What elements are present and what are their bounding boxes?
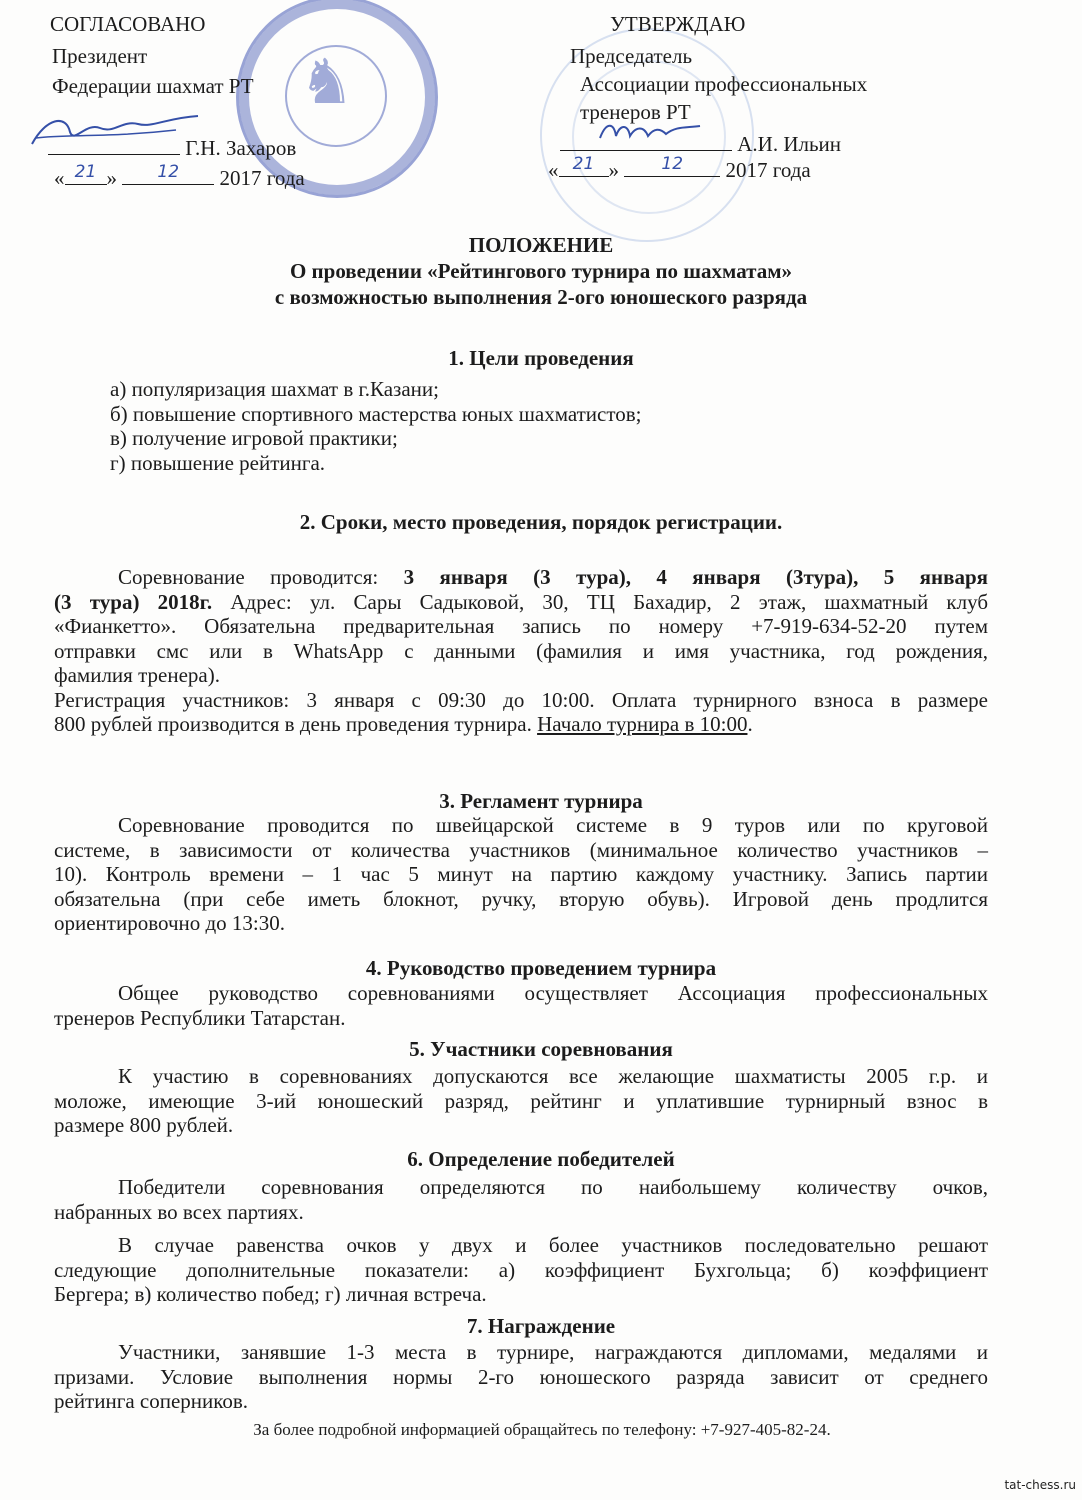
s4-line-1: Общее руководство соревнованиями осуществляет Ассоциация профессиональных xyxy=(118,981,988,1005)
section-1-heading: 1. Цели проведения xyxy=(448,346,634,370)
date-month: 12 xyxy=(157,162,180,182)
s6-line-4: следующие дополнительные показатели: а) коэффициент Бухгольца; б) коэффициент xyxy=(54,1257,988,1282)
s7-line-3: рейтинга соперников. xyxy=(54,1389,249,1413)
section-5-heading: 5. Участники соревнования xyxy=(409,1037,673,1061)
s3-line-3: 10). Контроль времени – 1 час 5 минут на партию каждому участнику. Запись партии xyxy=(54,862,988,886)
date-month-field xyxy=(122,164,214,185)
signature-underline xyxy=(560,130,732,151)
list-item: а) популяризация шахмат в г.Казани; xyxy=(110,377,439,401)
s3-line-4: обязательна (при себе иметь блокнот, ручку, вторую обувь). Игровой день продлится xyxy=(54,886,988,911)
date-mid: » xyxy=(608,158,619,182)
stamp-inner-ring xyxy=(285,45,387,147)
s5-line-1: К участию в соревнованиях допускаются все желающие шахматисты 2005 г.р. и xyxy=(118,1064,988,1088)
right-position-2: Ассоциации профессиональных xyxy=(580,72,868,96)
right-signer-name: А.И. Ильин xyxy=(737,132,842,156)
list-item: г) повышение рейтинга. xyxy=(110,450,326,475)
document-title xyxy=(60,233,1022,309)
title-line-2: О проведении «Рейтингового турнира по шахматам» xyxy=(289,259,793,283)
section-3-text xyxy=(54,813,988,936)
s2-line-3: «Фианкетто». Обязательна предварительная запись по номеру +7-919-634-52-20 путем xyxy=(54,614,988,638)
section-3-heading: 3. Регламент турнира xyxy=(439,789,643,813)
date-day: 21 xyxy=(572,154,595,174)
title-line-3: с возможностью выполнения 2-ого юношеского разряда xyxy=(274,285,808,309)
s2-line-5: фамилия тренера). xyxy=(54,663,220,687)
s6-line-3: В случае равенства очков у двух и более участников последовательно решают xyxy=(118,1233,988,1257)
date-day: 21 xyxy=(74,162,97,182)
date-day-field xyxy=(65,164,107,185)
s5-line-3: размере 800 рублей. xyxy=(54,1113,234,1137)
list-item: б) повышение спортивного мастерства юных шахматистов; xyxy=(110,401,642,426)
s7-line-2: призами. Условие выполнения нормы 2-го юношеского разряда зависит от среднего xyxy=(54,1364,988,1389)
section-7-text xyxy=(54,1340,988,1414)
section-4-heading: 4. Руководство проведением турнира xyxy=(365,956,717,980)
list-item: в) получение игровой практики; xyxy=(110,426,398,450)
section-7-heading: 7. Награждение xyxy=(466,1314,616,1338)
s6-line-5: Бергера; в) количество побед; г) личная встреча. xyxy=(54,1282,487,1306)
s2-line-1a: Соревнование проводится: xyxy=(118,565,379,589)
section-5-text xyxy=(54,1064,988,1138)
date-month: 12 xyxy=(661,154,684,174)
s2-dates: 3 января (3 тура), 4 января (3тура), 5 января xyxy=(403,565,989,589)
date-month-field xyxy=(624,156,720,177)
right-date xyxy=(548,156,811,182)
s2-address: Адрес: ул. Сары Садыковой, 30, ТЦ Бахадир, 2 этаж, шахматный клуб xyxy=(230,589,989,614)
s4-line-2: тренеров Республики Татарстан. xyxy=(54,1005,346,1030)
chess-knight-icon: ♞ xyxy=(299,45,355,118)
approval-right: УТВЕРЖДАЮ xyxy=(610,12,746,36)
s2-line-7c: . xyxy=(747,712,753,736)
date-year: 2017 года xyxy=(219,166,305,190)
left-signature-line xyxy=(48,134,296,160)
signature-underline xyxy=(48,134,180,155)
approval-left: СОГЛАСОВАНО xyxy=(50,12,206,36)
left-signer-name: Г.Н. Захаров xyxy=(185,136,297,160)
s5-line-2: моложе, имеющие 3-ий юношеский разряд, рейтинг и уплатившие турнирный взнос в xyxy=(54,1088,988,1113)
date-mid: » xyxy=(106,166,117,190)
s2-start-time: Начало турнира в 10:00 xyxy=(537,712,748,736)
section-1-list xyxy=(110,377,642,475)
s2-line-7a: 800 рублей производится в день проведения турнира. xyxy=(54,712,532,736)
date-open: « xyxy=(54,166,65,190)
s3-line-2: системе, в зависимости от количества участников (минимальное количество участников – xyxy=(54,837,988,862)
left-position-1: Президент xyxy=(52,44,148,68)
left-date xyxy=(54,164,305,190)
s7-line-1: Участники, занявшие 1-3 места в турнире, награждаются дипломами, медалями и xyxy=(118,1340,988,1364)
s6-line-1: Победители соревнования определяются по наибольшему количеству очков, xyxy=(118,1175,988,1199)
s2-line-6: Регистрация участников: 3 января с 09:30 до 10:00. Оплата турнирного взноса в размере xyxy=(54,687,988,712)
date-open: « xyxy=(548,158,559,182)
section-4-text xyxy=(54,981,988,1030)
s2-year: (3 тура) 2018г. xyxy=(54,589,213,614)
title-line-1: ПОЛОЖЕНИЕ xyxy=(468,233,614,257)
contact-info: За более подробной информацией обращайтесь по телефону: +7-927-405-82-24. xyxy=(253,1420,831,1439)
section-2-heading: 2. Сроки, место проведения, порядок регистрации. xyxy=(299,510,783,534)
s3-line-1: Соревнование проводится по швейцарской системе в 9 туров или по круговой xyxy=(118,813,988,837)
section-2-text xyxy=(54,565,988,737)
s3-line-5: ориентировочно до 13:30. xyxy=(54,911,286,935)
date-year: 2017 года xyxy=(725,158,811,182)
section-6-heading: 6. Определение победителей xyxy=(407,1147,675,1171)
right-position-1: Председатель xyxy=(570,44,693,68)
section-6-text xyxy=(54,1175,988,1307)
date-day-field xyxy=(559,156,609,177)
left-position-2: Федерации шахмат РТ xyxy=(52,74,254,98)
site-watermark: tat-chess.ru xyxy=(1004,1478,1076,1492)
s6-line-2: набранных во всех партиях. xyxy=(54,1199,304,1224)
right-position-3: тренеров РТ xyxy=(580,100,691,124)
s2-line-4: отправки смс или в WhatsApp с данными (фамилия и имя участника, год рождения, xyxy=(54,638,988,663)
